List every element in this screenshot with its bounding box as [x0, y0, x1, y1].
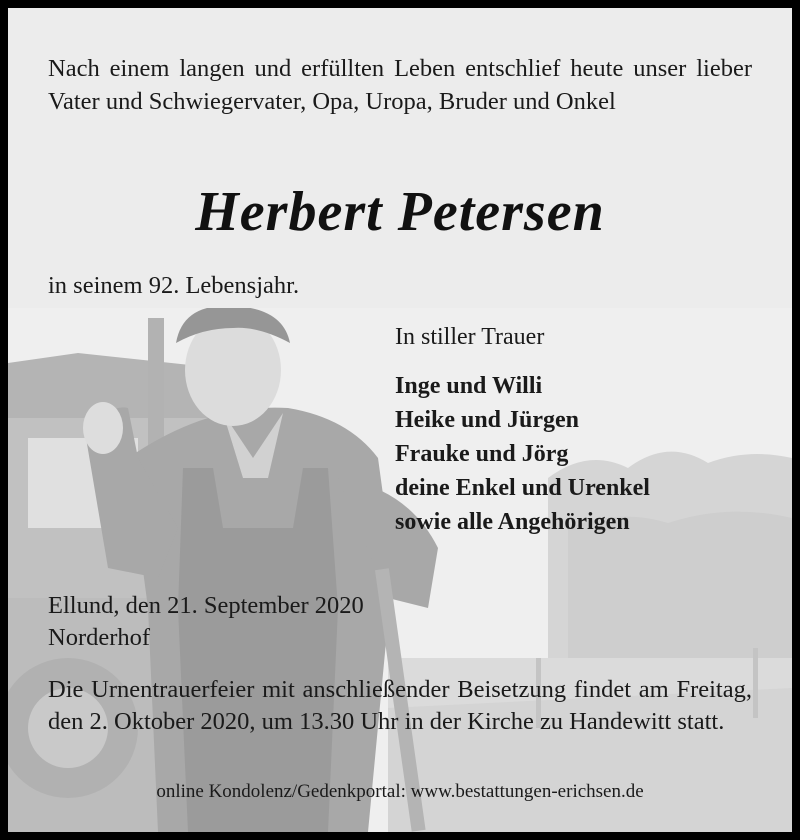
mourner-item: Inge und Willi — [395, 373, 543, 399]
age-text: in seinem 92. Lebensjahr. — [48, 272, 300, 299]
mourner-item: sowie alle Angehörigen — [395, 509, 630, 535]
mourner-item: Heike und Jürgen — [395, 407, 580, 433]
deceased-name: Herbert Petersen — [195, 181, 605, 243]
mourners-list — [395, 369, 650, 539]
mourner-item: Frauke und Jörg — [395, 441, 569, 467]
place-date: Ellund, den 21. September 2020 — [48, 592, 364, 619]
place-date-block — [48, 590, 364, 654]
place-sub: Norderhof — [48, 624, 151, 651]
intro-text: Nach einem langen und erfüllten Leben entschlief heute unser lieber Vater und Schwiegervater, Opa, Uropa, Bruder und Onkel — [48, 55, 752, 115]
obituary-card — [8, 8, 792, 832]
mourner-item: deine Enkel und Urenkel — [395, 475, 650, 501]
mourning-heading: In stiller Trauer — [395, 324, 545, 350]
funeral-text: Die Urnentrauerfeier mit anschließender Beisetzung findet am Freitag, den 2. Oktober 2020, um 13.30 Uhr in der Kirche zu Handewitt statt. — [48, 676, 752, 735]
condolence-portal: online Kondolenz/Gedenkportal: www.bestattungen-erichsen.de — [156, 781, 644, 802]
